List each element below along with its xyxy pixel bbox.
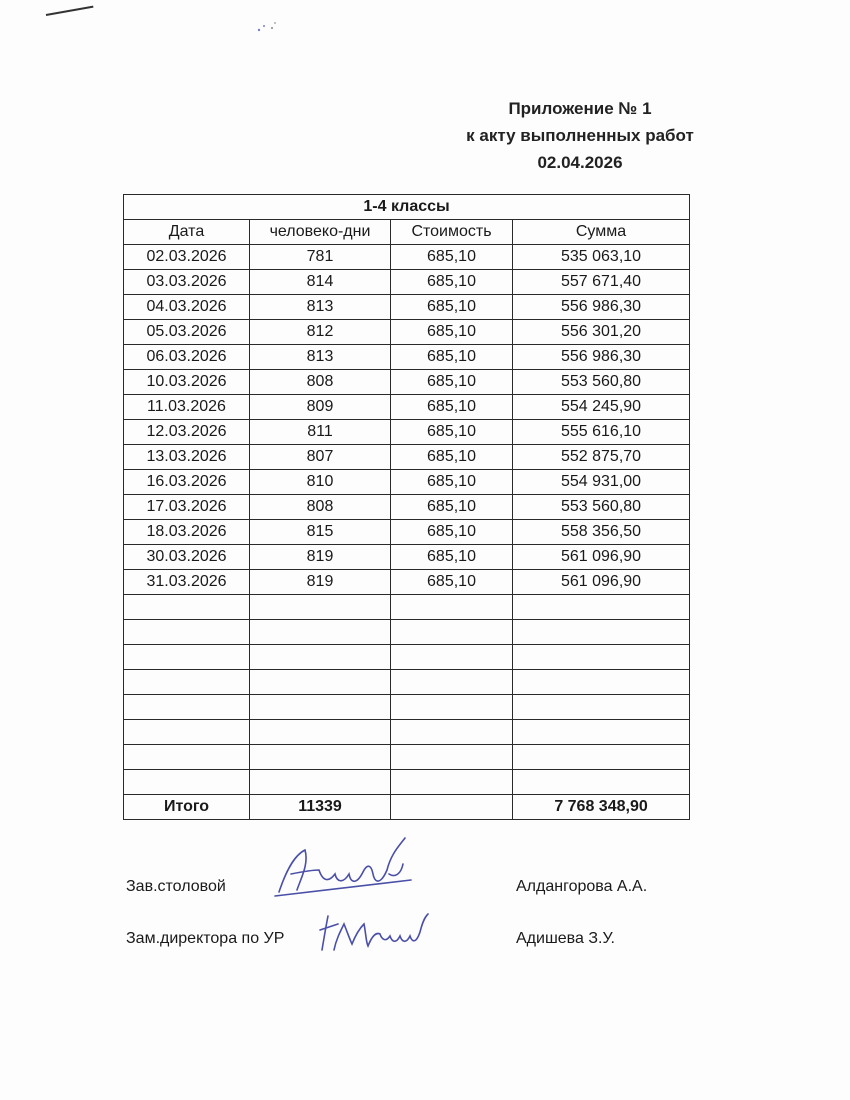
cell-sum	[513, 720, 690, 745]
cell-date: 06.03.2026	[124, 345, 250, 370]
cell-date: 04.03.2026	[124, 295, 250, 320]
cell-sum: 556 301,20	[513, 320, 690, 345]
cell-sum	[513, 595, 690, 620]
cell-person-days: 819	[250, 570, 391, 595]
table-row	[124, 570, 690, 595]
appendix-subtitle: к акту выполненных работ	[466, 126, 694, 145]
table-row	[124, 595, 690, 620]
scan-artifact-line	[46, 6, 94, 16]
cell-date: 13.03.2026	[124, 445, 250, 470]
cell-person-days: 781	[250, 245, 391, 270]
total-person-days: 11339	[250, 795, 391, 820]
cell-date: 12.03.2026	[124, 420, 250, 445]
total-sum: 7 768 348,90	[513, 795, 690, 820]
signer-name: Адишева З.У.	[516, 930, 615, 947]
table-row	[124, 745, 690, 770]
table-row	[124, 270, 690, 295]
table-row	[124, 345, 690, 370]
cell-date: 11.03.2026	[124, 395, 250, 420]
table-row	[124, 620, 690, 645]
cell-sum: 556 986,30	[513, 345, 690, 370]
cell-cost	[391, 770, 513, 795]
cell-cost: 685,10	[391, 520, 513, 545]
cell-cost: 685,10	[391, 570, 513, 595]
cell-person-days: 809	[250, 395, 391, 420]
cell-person-days	[250, 670, 391, 695]
signature-row-canteen	[126, 872, 726, 902]
cell-cost: 685,10	[391, 295, 513, 320]
cell-cost: 685,10	[391, 470, 513, 495]
signer-role: Зав.столовой	[126, 878, 226, 895]
cell-person-days	[250, 695, 391, 720]
cell-person-days	[250, 595, 391, 620]
cell-sum	[513, 645, 690, 670]
cell-date	[124, 745, 250, 770]
cell-sum: 561 096,90	[513, 570, 690, 595]
cell-person-days: 808	[250, 370, 391, 395]
table-row	[124, 645, 690, 670]
cell-sum: 561 096,90	[513, 545, 690, 570]
signature-row-deputy-director	[126, 924, 726, 954]
table-row	[124, 720, 690, 745]
cell-date: 17.03.2026	[124, 495, 250, 520]
cell-cost: 685,10	[391, 245, 513, 270]
cell-cost	[391, 645, 513, 670]
cell-date	[124, 670, 250, 695]
cell-person-days	[250, 745, 391, 770]
cell-date: 18.03.2026	[124, 520, 250, 545]
cell-sum: 535 063,10	[513, 245, 690, 270]
table-row	[124, 370, 690, 395]
cell-person-days: 810	[250, 470, 391, 495]
table-row	[124, 420, 690, 445]
cell-sum: 557 671,40	[513, 270, 690, 295]
cell-sum: 554 245,90	[513, 395, 690, 420]
cell-cost	[391, 595, 513, 620]
table-title: 1-4 классы	[124, 195, 690, 220]
column-header-date: Дата	[124, 220, 250, 245]
cell-sum: 558 356,50	[513, 520, 690, 545]
signer-role: Зам.директора по УР	[126, 930, 285, 947]
cell-person-days	[250, 620, 391, 645]
cell-cost: 685,10	[391, 370, 513, 395]
handwritten-signature	[316, 910, 436, 960]
cell-cost	[391, 745, 513, 770]
cell-person-days: 814	[250, 270, 391, 295]
scan-artifact-specks	[255, 18, 279, 36]
cell-date: 10.03.2026	[124, 370, 250, 395]
cell-date	[124, 645, 250, 670]
handwritten-signature	[271, 834, 421, 906]
cell-cost	[391, 720, 513, 745]
table-row	[124, 395, 690, 420]
total-row	[124, 795, 690, 820]
cell-person-days: 811	[250, 420, 391, 445]
cell-sum: 554 931,00	[513, 470, 690, 495]
cell-person-days	[250, 720, 391, 745]
cell-date	[124, 770, 250, 795]
appendix-date: 02.04.2026	[537, 153, 623, 172]
cell-person-days: 808	[250, 495, 391, 520]
cell-date: 31.03.2026	[124, 570, 250, 595]
cell-date: 16.03.2026	[124, 470, 250, 495]
cell-cost: 685,10	[391, 420, 513, 445]
cell-cost	[391, 695, 513, 720]
table-header-row	[124, 220, 690, 245]
table-row	[124, 770, 690, 795]
cell-sum: 555 616,10	[513, 420, 690, 445]
column-header-person-days: человеко-дни	[250, 220, 391, 245]
table-row	[124, 520, 690, 545]
cell-sum	[513, 770, 690, 795]
table-row	[124, 670, 690, 695]
cell-date: 03.03.2026	[124, 270, 250, 295]
cell-cost	[391, 670, 513, 695]
cell-person-days: 812	[250, 320, 391, 345]
cell-person-days: 813	[250, 295, 391, 320]
cell-cost	[391, 620, 513, 645]
table-row	[124, 495, 690, 520]
cell-person-days: 815	[250, 520, 391, 545]
document-header	[430, 95, 730, 176]
cell-cost: 685,10	[391, 545, 513, 570]
total-label: Итого	[124, 795, 250, 820]
cell-cost: 685,10	[391, 345, 513, 370]
cell-cost: 685,10	[391, 395, 513, 420]
table-row	[124, 470, 690, 495]
cell-sum	[513, 620, 690, 645]
cell-person-days	[250, 645, 391, 670]
cell-sum	[513, 695, 690, 720]
cell-cost: 685,10	[391, 270, 513, 295]
table-row	[124, 295, 690, 320]
appendix-title: Приложение № 1	[508, 99, 652, 118]
cell-date	[124, 695, 250, 720]
cell-person-days	[250, 770, 391, 795]
total-cost	[391, 795, 513, 820]
cell-sum: 552 875,70	[513, 445, 690, 470]
column-header-cost: Стоимость	[391, 220, 513, 245]
cell-person-days: 807	[250, 445, 391, 470]
cell-date	[124, 720, 250, 745]
table-row	[124, 245, 690, 270]
cell-cost: 685,10	[391, 320, 513, 345]
cell-date	[124, 595, 250, 620]
table-row	[124, 695, 690, 720]
cell-date: 30.03.2026	[124, 545, 250, 570]
cell-cost: 685,10	[391, 495, 513, 520]
cell-sum: 556 986,30	[513, 295, 690, 320]
cell-date	[124, 620, 250, 645]
cell-date: 05.03.2026	[124, 320, 250, 345]
cell-date: 02.03.2026	[124, 245, 250, 270]
signer-name: Алдангорова А.А.	[516, 878, 648, 895]
cell-cost: 685,10	[391, 445, 513, 470]
cell-sum: 553 560,80	[513, 370, 690, 395]
table-row	[124, 320, 690, 345]
meals-table	[123, 194, 690, 820]
cell-person-days: 813	[250, 345, 391, 370]
cell-sum	[513, 670, 690, 695]
column-header-sum: Сумма	[513, 220, 690, 245]
table-row	[124, 545, 690, 570]
cell-sum	[513, 745, 690, 770]
table-row	[124, 445, 690, 470]
cell-person-days: 819	[250, 545, 391, 570]
cell-sum: 553 560,80	[513, 495, 690, 520]
